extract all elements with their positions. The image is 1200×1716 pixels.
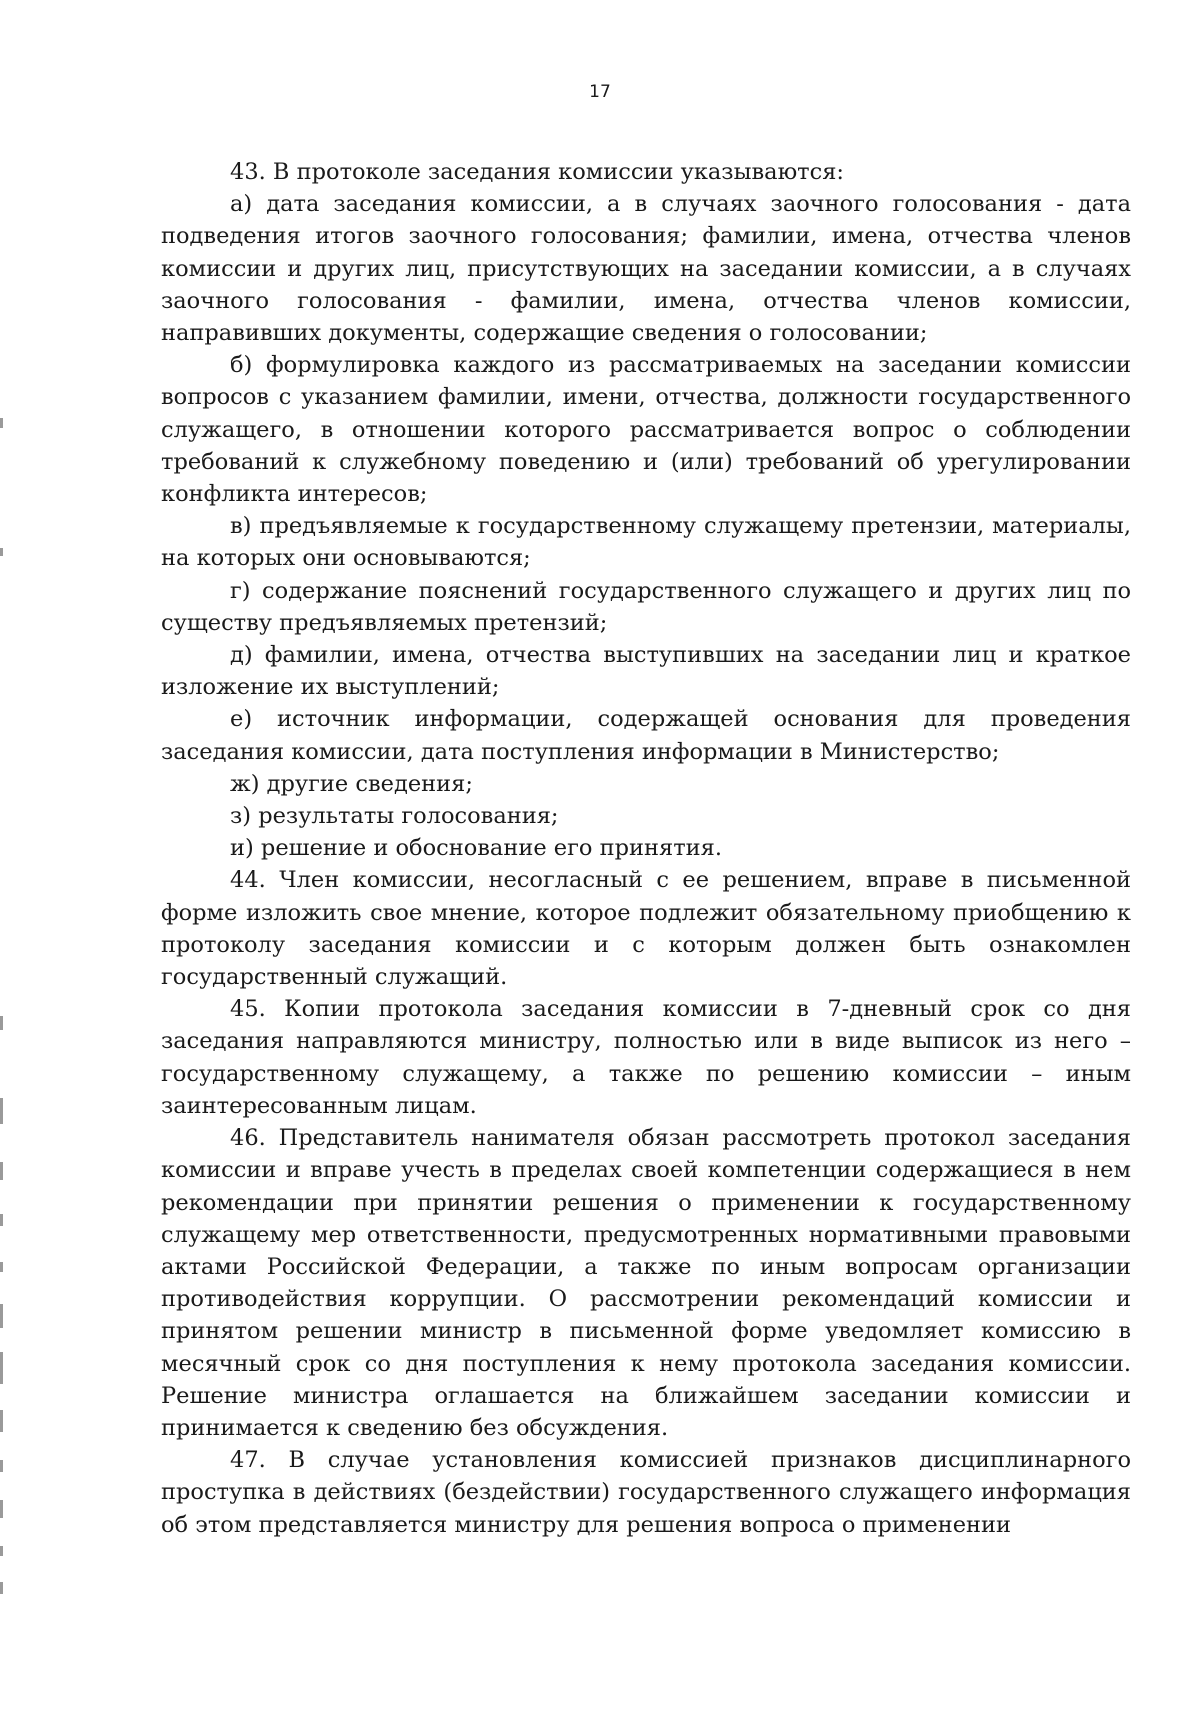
- paragraph-46: 46. Представитель нанимателя обязан рассмотреть протокол заседания комиссии и вправе учесть в пределах своей компетенции содержащиеся в нем рекомендации при принятии решения о применении к государственному служащему мер ответственности, предусмотренных нормативными правовыми актами Российской Федерации, а также по иным вопросам организации противодействия коррупции. О рассмотрении рекомендаций комиссии и принятом решении министр в письменной форме уведомляет комиссию в месячный срок со дня поступления к нему протокола заседания комиссии. Решение министра оглашается на ближайшем заседании комиссии и принимается к сведению без обсуждения.: [161, 1125, 1131, 1441]
- paragraph-43a: а) дата заседания комиссии, а в случаях заочного голосования - дата подведения итогов заочного голосования; фамилии, имена, отчества членов комиссии и других лиц, присутствующих на заседании комиссии, а в случаях заочного голосования - фамилии, имена, отчества членов комиссии, направивших документы, содержащие сведения о голосовании;: [161, 191, 1131, 347]
- paragraph-43b: б) формулировка каждого из рассматриваемых на заседании комиссии вопросов с указанием фамилии, имени, отчества, должности государственного служащего, в отношении которого рассматривается вопрос о соблюдении требований к служебному поведению и (или) требований об урегулировании конфликта интересов;: [161, 352, 1131, 508]
- paragraph-43zh: ж) другие сведения;: [230, 770, 473, 797]
- paragraph-47: 47. В случае установления комиссией признаков дисциплинарного проступка в действиях (бездействии) государственного служащего информация об этом представляется министру для решения вопроса о применении: [161, 1447, 1131, 1538]
- paragraph-44: 44. Член комиссии, несогласный с ее решением, вправе в письменной форме изложить свое мнение, которое подлежит обязательному приобщению к протоколу заседания комиссии и с которым должен быть ознакомлен государственный служащий.: [161, 867, 1131, 991]
- document-body: [161, 156, 1131, 1541]
- paragraph-43e: е) источник информации, содержащей основания для проведения заседания комиссии, дата поступления информации в Министерство;: [161, 706, 1131, 765]
- paragraph-43v: в) предъявляемые к государственному служащему претензии, материалы, на которых они основываются;: [161, 513, 1131, 572]
- paragraph-43z: з) результаты голосования;: [230, 803, 559, 830]
- scan-edge-marks: [0, 0, 6, 1716]
- page-number: 17: [589, 82, 611, 102]
- paragraph-43i: и) решение и обоснование его принятия.: [230, 835, 722, 862]
- paragraph-43-heading: 43. В протоколе заседания комиссии указываются:: [230, 159, 844, 185]
- paragraph-45: 45. Копии протокола заседания комиссии в 7-дневный срок со дня заседания направляются министру, полностью или в виде выписок из него – государственному служащему, а также по решению комиссии – иным заинтересованным лицам.: [161, 996, 1131, 1119]
- paragraph-43d: д) фамилии, имена, отчества выступивших на заседании лиц и краткое изложение их выступлений;: [161, 642, 1131, 701]
- paragraph-43g: г) содержание пояснений государственного служащего и других лиц по существу предъявляемых претензий;: [161, 577, 1131, 636]
